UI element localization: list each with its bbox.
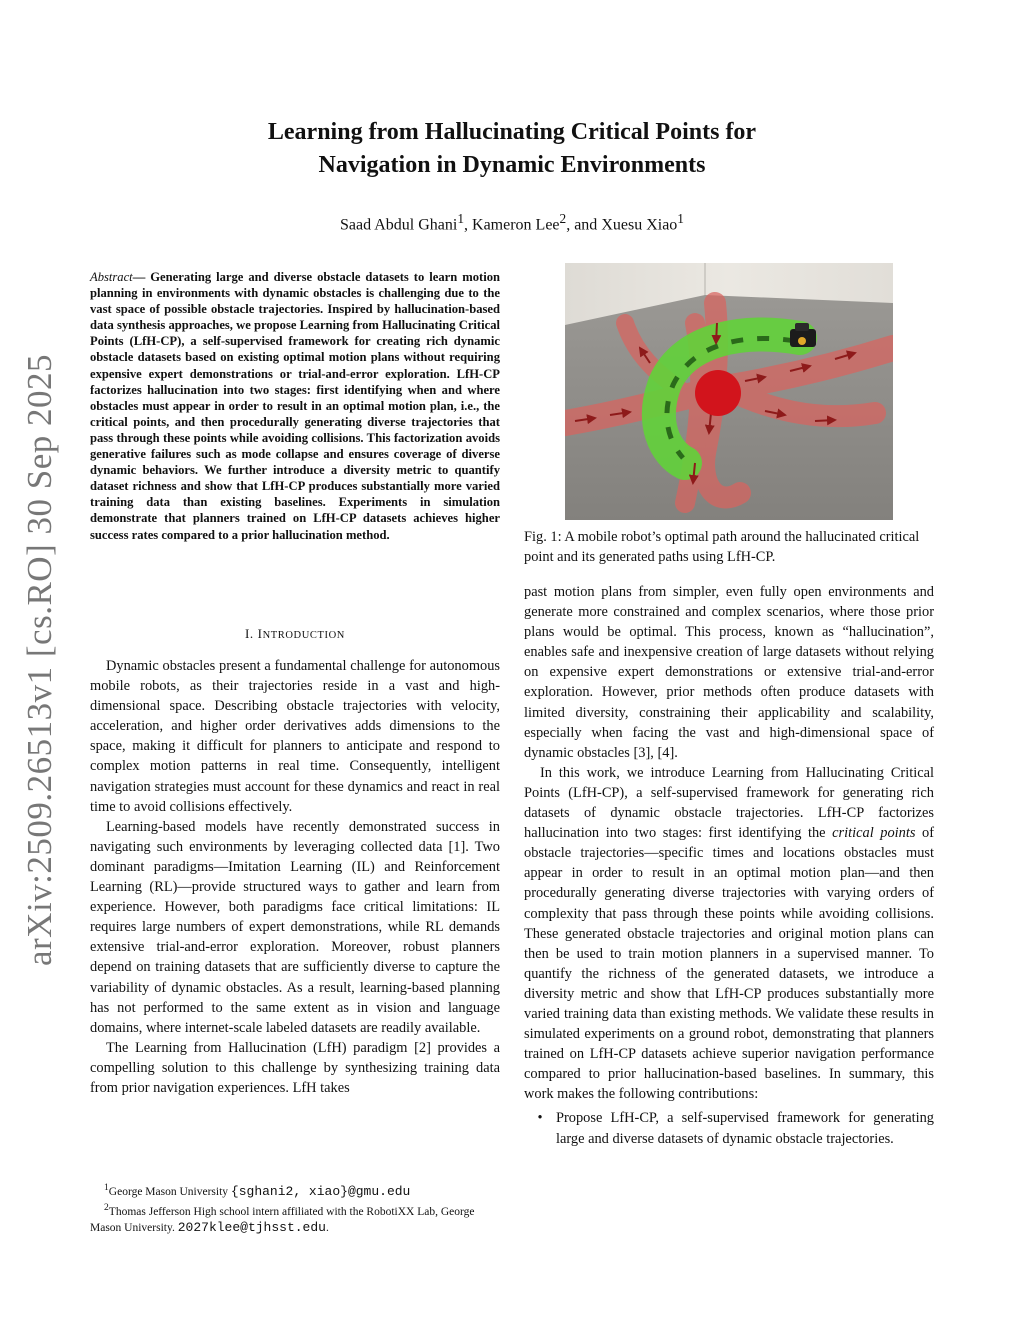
bullet-icon: • — [537, 1110, 543, 1127]
footnote-1-marker: 1 — [104, 1182, 109, 1193]
footnote-2-marker: 2 — [104, 1201, 109, 1213]
title-line-2: Navigation in Dynamic Environments — [318, 152, 706, 178]
author-list — [140, 211, 884, 234]
abstract — [90, 269, 500, 543]
introduction-body — [90, 656, 500, 1098]
robot-scene-illustration — [565, 263, 893, 520]
right-column-body — [524, 582, 934, 1149]
abstract-dash: — — [132, 270, 151, 284]
footnote-1-text: George Mason University — [108, 1185, 231, 1198]
footnote-2-text: Thomas Jefferson High school intern affiliated with the RobotiXX Lab, George Mason University. — [90, 1205, 475, 1234]
footnote-1 — [90, 1180, 500, 1200]
intro-paragraph: Dynamic obstacles present a fundamental challenge for autonomous mobile robots, as their trajectories reside in a vast and high-dimensional space. Describing obstacle trajectories with velocity, acceleration, and higher order derivatives adds dimensions to the space, making it difficult for planners to anticipate and respond to complex motion patterns in real time. Consequently, intelligent navigation strategies must account for these dynamics and react in real time to avoid collisions effectively. — [90, 658, 500, 815]
section-number: I. — [244, 626, 258, 641]
author-2: Kameron Lee — [472, 216, 560, 234]
intro-paragraph: The Learning from Hallucination (LfH) paradigm [2] provides a compelling solution to this challenge by synthesizing training data from prior navigation experiences. LfH takes — [90, 1039, 500, 1096]
abstract-text: Generating large and diverse obstacle datasets to learn motion planning in environments with dynamic obstacles is challenging due to the vast space of possible obstacle trajectories. Inspired by hallucination-based data synthesis approaches, we propose Learning from Hallucinating Critical Points (LfH-CP), a self-supervised framework for creating rich dynamic obstacle datasets based on existing optimal motion plans without requiring expensive expert demonstrations or trial-and-error exploration. LfH-CP factorizes hallucination into two stages: first identifying when and where obstacles must appear in order to result in an optimal motion plan, i.e., the critical points, and then procedurally generating diverse trajectories that pass through these points while avoiding collisions. This factorization avoids generative failures such as mode collapse and ensures coverage of diverse dynamic behaviors. We further introduce a diversity metric to quantify dataset richness and show that LfH-CP produces substantially more varied training data than existing baselines. Experiments in simulation demonstrate that planners trained on LfH-CP datasets achieves higher success rates compared to a prior hallucination method. — [90, 270, 500, 542]
author-separator-2: , and — [566, 216, 602, 234]
arxiv-stamp[interactable]: arXiv:2509.26513v1 [cs.RO] 30 Sep 2025 — [20, 353, 60, 967]
footnote-1-email[interactable]: {sghani2, xiao}@gmu.edu — [230, 1183, 411, 1199]
critical-point — [695, 370, 741, 416]
section-title-initial: I — [257, 626, 263, 641]
author-2-affiliation: 2 — [559, 211, 567, 226]
title-line-1: Learning from Hallucinating Critical Points for — [267, 119, 757, 145]
right-paragraph-2 — [524, 763, 934, 1105]
intro-paragraph: Learning-based models have recently demonstrated success in navigating such environments by leveraging collected data [1]. Two dominant paradigms—Imitation Learning (IL) and Reinforcement Learning (RL)—provide structured ways to gather and learn from experience. However, both paradigms face critical limitations: IL requires large numbers of expert demonstrations, while RL demands extensive trial-and-error exploration. Moreover, robust planners depend on training datasets that are sufficiently diverse to capture the variability of dynamic obstacles. As a result, learning-based planning has not performed to the same extent as in vision and language domains, where internet-scale labeled datasets are readily available. — [90, 818, 500, 1036]
abstract-label: Abstract — [90, 270, 133, 284]
footnote-2-end: . — [325, 1221, 329, 1234]
section-heading-introduction — [90, 626, 500, 642]
right-paragraph-2-part-b: of obstacle trajectories—specific times and locations obstacles must appear in order to result in an optimal motion plan—and then procedurally generating diverse trajectories with varying orders of complexity that pass through these points while avoiding collisions. These generated obstacle trajectories and original motion plans can then be used to train motion planners in a supervised manner. To quantify the richness of the generated datasets, we introduce a diversity metric and show that LfH-CP produces substantially more varied training data than existing methods. We validate these results in simulated experiments on a ground robot, demonstrating that planners trained on LfH-CP datasets achieve superior navigation performance compared to prior hallucination-based baselines. In summary, this work makes the following contributions: — [524, 825, 934, 1103]
contribution-text: Propose LfH-CP, a self-supervised framework for generating large and diverse datasets of dynamic obstacle trajectories. — [556, 1110, 934, 1147]
critical-points-emphasis: critical points — [832, 825, 916, 842]
author-1: Saad Abdul Ghani — [340, 216, 458, 234]
figure-1-caption: Fig. 1: A mobile robot’s optimal path around the hallucinated critical point and its generated paths using LfH-CP. — [524, 529, 920, 565]
arxiv-stamp-container — [10, 300, 70, 1020]
author-separator-1: , — [464, 216, 473, 234]
figure-1-photo — [565, 263, 893, 520]
footnote-2-email[interactable]: 2027klee@tjhsst.edu — [177, 1219, 326, 1235]
right-paragraph-1: past motion plans from simpler, even fully open environments and generate more constrained and complex scenarios, where those prior plans would be optimal. This process, known as “hallucination”, enables safe and inexpensive creation of large datasets without relying on expensive expert demonstrations or extensive trial-and-error exploration. However, prior methods often produce datasets with limited diversity, constraining their applicability and scalability, especially when facing the vast and high-dimensional space of dynamic obstacles [3], [4]. — [524, 584, 934, 761]
section-title-rest: NTRODUCTION — [262, 630, 345, 641]
author-3-affiliation: 1 — [677, 211, 684, 226]
author-1-affiliation: 1 — [457, 211, 465, 226]
contribution-list-item — [524, 1108, 934, 1148]
paper-title — [140, 116, 884, 182]
author-3: Xuesu Xiao — [601, 216, 678, 234]
footnote-2 — [90, 1200, 500, 1236]
right-paragraph-2-part-a: In this work, we introduce Learning from Hallucinating Critical Points (LfH-CP), a self-supervised framework for generating rich datasets of dynamic obstacle trajectories. LfH-CP factorizes hallucination into two stages: first identifying the — [524, 764, 934, 842]
footnotes — [90, 1180, 500, 1236]
